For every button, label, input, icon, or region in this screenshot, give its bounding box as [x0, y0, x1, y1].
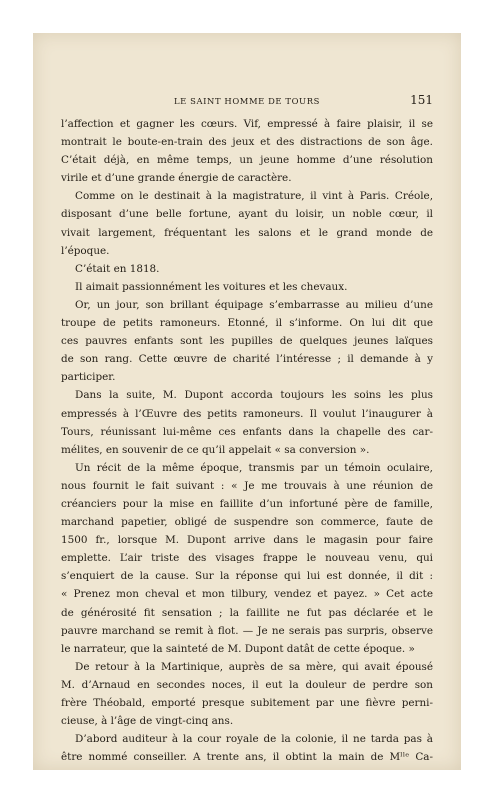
- text-line: Il aimait passionnément les voitures et les chevaux.: [75, 280, 348, 293]
- text-line: Un récit de la même époque, transmis par un témoin oculaire,: [75, 461, 433, 474]
- text-line: C’était en 1818.: [75, 262, 160, 275]
- text-line: « Prenez mon cheval et mon tilbury, vendez et payez. » Cet acte: [61, 588, 433, 601]
- text-line: marchand papetier, obligé de suspendre son commerce, faute de: [61, 516, 433, 529]
- text-line: 1500 fr., lorsque M. Dupont arrive dans le magasin pour faire: [61, 534, 433, 547]
- text-line: frère Théobald, emporté presque subitement par une fièvre perni-: [61, 697, 433, 709]
- text-line: ces pauvres enfants sont les pupilles de quelques jeunes laïques: [61, 335, 433, 348]
- text-line: Comme on le destinait à la magistrature, il vint à Paris. Créole,: [75, 190, 433, 203]
- text-line: participer.: [61, 371, 116, 384]
- text-line: Or, un jour, son brillant équipage s’embarrasse au milieu d’une: [75, 298, 433, 311]
- text-line: D’abord auditeur à la cour royale de la colonie, il ne tarda pas à: [75, 733, 433, 746]
- text-line: le narrateur, que la sainteté de M. Dupont datât de cette époque. »: [61, 642, 415, 655]
- running-head: [61, 93, 433, 113]
- text-line: Dans la suite, M. Dupont accorda toujours les soins les plus: [75, 389, 433, 402]
- text-line: pauvre marchand se remit à flot. — Je ne serais pas surpris, observe: [61, 624, 433, 637]
- scanned-page: [33, 33, 461, 770]
- text-line: troupe de petits ramoneurs. Etonné, il s’informe. On lui dit que: [61, 317, 433, 330]
- text-line: Tours, réunissant lui-même ces enfants dans la chapelle des car-: [61, 425, 433, 438]
- text-line: disposant d’une belle fortune, ayant du loisir, un noble cœur, il: [61, 208, 433, 221]
- text-line: C’était déjà, en même temps, un jeune homme d’une résolution: [61, 154, 433, 167]
- text-line: De retour à la Martinique, auprès de sa mère, qui avait épousé: [75, 660, 433, 673]
- text-line: vivait largement, fréquentant les salons et le grand monde de: [61, 226, 433, 239]
- text-line: créanciers pour la mise en faillite d’un infortuné père de famille,: [61, 497, 433, 510]
- body-text: [61, 115, 433, 766]
- text-line: emplette. L’air triste des visages frappe le nouveau venu, qui: [61, 552, 433, 565]
- text-line: être nommé conseiller. A trente ans, il obtint la main de Mˡˡᵉ Ca-: [61, 751, 433, 764]
- text-line: nous fournit le fait suivant : « Je me trouvais à une réunion de: [61, 479, 433, 492]
- text-line: l’affection et gagner les cœurs. Vif, empressé à faire plaisir, il se: [61, 118, 433, 130]
- text-line: M. d’Arnaud en secondes noces, il eut la douleur de perdre son: [61, 678, 433, 691]
- running-title: LE SAINT HOMME DE TOURS: [174, 96, 320, 106]
- text-line: de générosité fit sensation ; la faillite ne fut pas déclarée et le: [61, 606, 433, 619]
- text-line: empressés à l’Œuvre des petits ramoneurs. Il voulut l’inaugurer à: [61, 407, 433, 420]
- page-number: 151: [410, 93, 433, 107]
- text-line: de son rang. Cette œuvre de charité l’intéresse ; il demande à y: [61, 353, 433, 366]
- text-line: montrait le boute-en-train des jeux et des distractions de son âge.: [61, 136, 433, 149]
- text-line: cieuse, à l’âge de vingt-cinq ans.: [61, 715, 234, 728]
- text-line: l’époque.: [61, 244, 110, 257]
- text-line: mélites, en souvenir de ce qu’il appelait « sa conversion ».: [61, 443, 370, 456]
- text-line: virile et d’une grande énergie de caractère.: [61, 172, 292, 185]
- page-content: [61, 93, 433, 766]
- text-line: s’enquiert de la cause. Sur la réponse qui lui est donnée, il dit :: [61, 570, 433, 583]
